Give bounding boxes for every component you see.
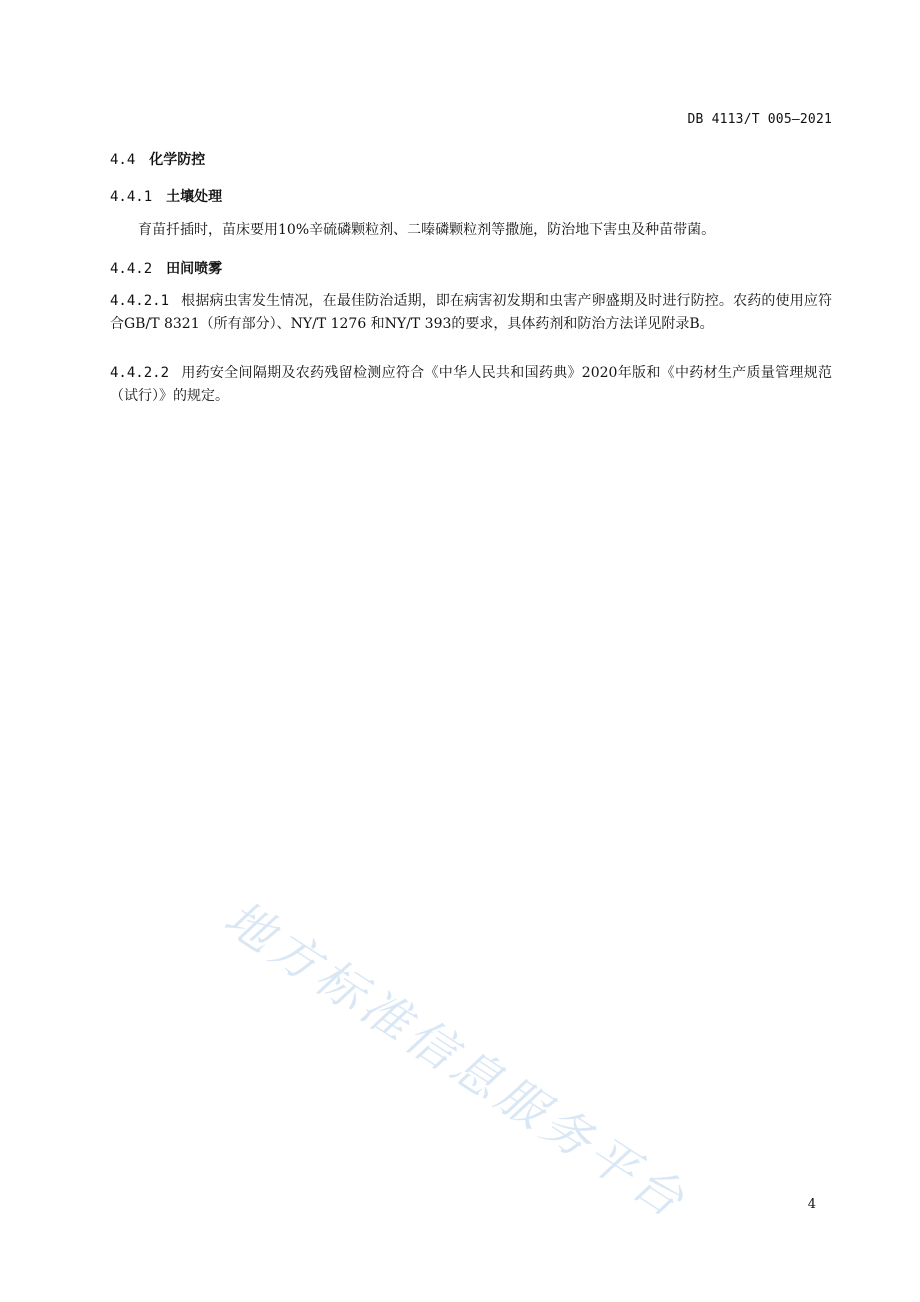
page-number: 4	[807, 1197, 816, 1212]
clause-4-4-2-1	[110, 290, 832, 336]
section-heading-4-4	[110, 149, 205, 169]
section-title: 化学防控	[149, 152, 206, 168]
section-heading-4-4-2	[110, 258, 222, 278]
paragraph-soil-treatment: 育苗扦插时，苗床要用10%辛硫磷颗粒剂、二嗪磷颗粒剂等撒施，防治地下害虫及种苗带菌。	[138, 222, 716, 238]
section-title: 田间喷雾	[166, 261, 223, 277]
clause-number: 4.4.2.1	[110, 293, 170, 309]
clause-number: 4.4.2.2	[110, 365, 170, 381]
watermark: 地方标准信息服务平台	[214, 889, 698, 1231]
section-number: 4.4.2	[110, 261, 153, 277]
clause-text: 用药安全间隔期及农药残留检测应符合《中华人民共和国药典》2020年版和《中药材生产质量管理规范（试行）》的规定。	[110, 365, 832, 404]
clause-4-4-2-2	[110, 362, 832, 408]
section-heading-4-4-1	[110, 186, 222, 206]
document-code-header: DB 4113/T 005—2021	[687, 112, 832, 127]
section-number: 4.4.1	[110, 189, 153, 205]
section-number: 4.4	[110, 152, 136, 168]
section-title: 土壤处理	[166, 189, 223, 205]
clause-text: 根据病虫害发生情况，在最佳防治适期，即在病害初发期和虫害产卵盛期及时进行防控。农药的使用应符合GB/T 8321（所有部分）、NY/T 1276 和NY/T 393的要求，具体药剂和防治方法详见附录B。	[110, 293, 832, 332]
